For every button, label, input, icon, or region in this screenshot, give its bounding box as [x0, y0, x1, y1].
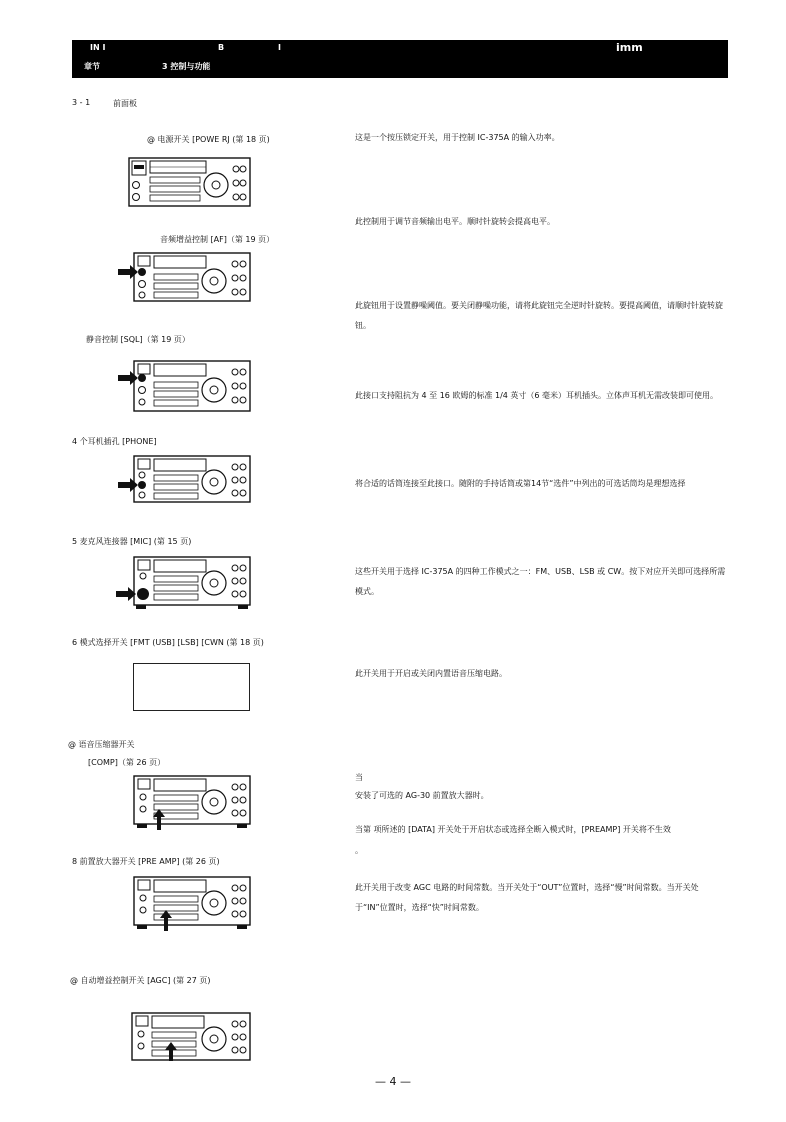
item-7-label-line2: [COMP]（第 26 页） — [88, 758, 166, 767]
radio-illustration-2 — [118, 252, 251, 302]
chapter-header-bar — [72, 40, 728, 78]
item-3-description: 此旋钮用于设置静噪阈值。要关闭静噪功能，请将此旋钮完全逆时针旋转。要提高阈值，请顺时针旋转旋钮。 — [355, 301, 723, 330]
section-title: 前面板 — [113, 99, 137, 108]
header-fragment-1: IN I — [90, 43, 106, 52]
item-8-description-line2: 安装了可选的 AG-30 前置放大器时。 — [355, 791, 489, 800]
radio-illustration-3 — [118, 360, 251, 412]
item-8-description-line1: 当 — [355, 773, 363, 782]
radio-illustration-9 — [131, 1012, 251, 1062]
header-fragment-3: I — [278, 43, 281, 52]
item-2-description: 此控制用于调节音频输出电平。顺时针旋转会提高电平。 — [355, 217, 555, 226]
header-fragment-2: B — [218, 43, 225, 52]
item-1-description: 这是一个按压锁定开关，用于控制 IC-375A 的输入功率。 — [355, 133, 560, 142]
item-8-description-line3: 当第 项所述的 [DATA] 开关处于开启状态或选择全断入模式时，[PREAMP] 开关将不生效 — [355, 825, 671, 834]
missing-illustration-box — [133, 663, 250, 711]
item-4-description: 此接口支持阻抗为 4 至 16 欧姆的标准 1/4 英寸（6 毫米）耳机插头。立体声耳机无需改装即可使用。 — [355, 391, 719, 400]
radio-illustration-7 — [133, 775, 251, 831]
radio-illustration-4 — [118, 455, 251, 503]
item-7-description: 此开关用于开启或关闭内置语音压缩电路。 — [355, 669, 507, 678]
item-2-label: 音频增益控制 [AF]（第 19 页） — [160, 235, 275, 244]
radio-illustration-8 — [133, 876, 251, 932]
item-6-description: 这些开关用于选择 IC-375A 的四种工作模式之一：FM、USB、LSB 或 CW。按下对应开关即可选择所需模式。 — [355, 567, 726, 596]
item-1-label: @ 电源开关 [POWE RJ (第 18 页) — [147, 135, 270, 144]
page-number: — 4 — — [375, 1075, 411, 1088]
item-5-label: 5 麦克风连接器 [MIC] (第 15 页) — [72, 537, 192, 546]
item-4-label: 4 个耳机插孔 [PHONE] — [72, 437, 157, 446]
item-5-description: 将合适的话筒连接至此接口。随附的手持话筒或第14节“选件”中列出的可选话筒均是理想选择 — [355, 479, 686, 488]
item-8-label: 8 前置放大器开关 [PRE AMP] (第 26 页) — [72, 857, 220, 866]
chapter-title: 3 控制与功能 — [162, 62, 211, 71]
item-8-description-line4: 。 — [355, 846, 363, 855]
radio-illustration-1 — [128, 157, 251, 207]
item-3-label: 静音控制 [SQL]（第 19 页） — [86, 335, 190, 344]
chapter-label: 章节 — [84, 62, 100, 71]
item-9-label: @ 自动增益控制开关 [AGC] (第 27 页) — [70, 976, 211, 985]
item-9-description: 此开关用于改变 AGC 电路的时间常数。当开关处于“OUT”位置时，选择“慢”时间常数。当开关处于“IN”位置时，选择“快”时间常数。 — [355, 883, 699, 912]
item-6-label: 6 模式选择开关 [FMT (USB] [LSB] [CWN (第 18 页) — [72, 638, 264, 647]
section-number: 3 - 1 — [72, 98, 91, 107]
item-7-label-line1: @ 语音压缩器开关 — [68, 740, 135, 749]
header-fragment-4: imm — [616, 41, 643, 54]
radio-illustration-5 — [116, 556, 251, 610]
